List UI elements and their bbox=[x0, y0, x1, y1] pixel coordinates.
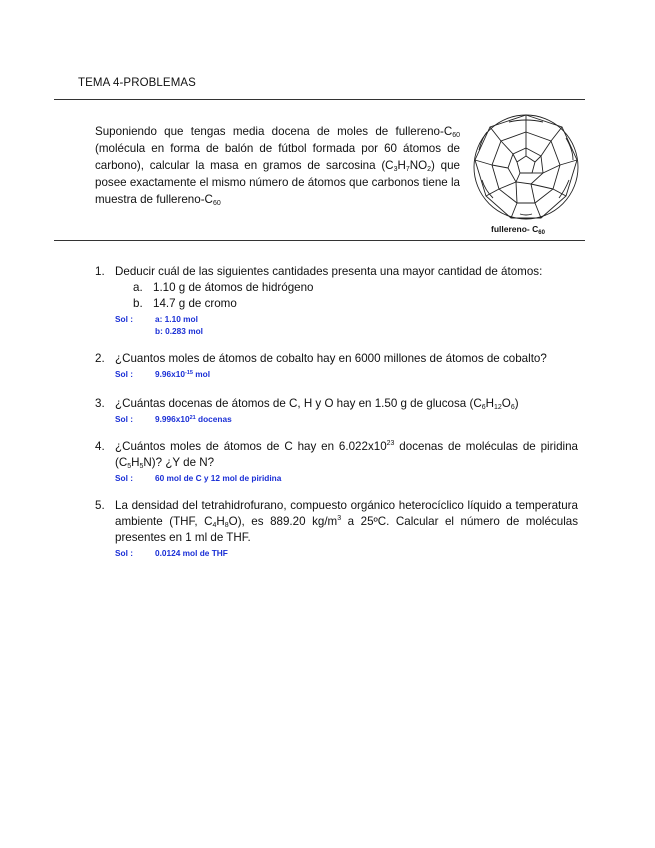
problem-text bbox=[115, 396, 578, 412]
intro-text-3: H bbox=[397, 159, 406, 172]
solution-unit: mol bbox=[192, 369, 211, 379]
solution-label: Sol : bbox=[115, 473, 133, 483]
solution-value bbox=[155, 313, 203, 337]
problem-number: 5. bbox=[95, 499, 105, 512]
subscript: 6 bbox=[510, 404, 515, 411]
problem-text-part: ¿Cuántos moles de átomos de C hay en 6.022x10 bbox=[115, 440, 387, 453]
superscript: 23 bbox=[386, 440, 395, 447]
problem-text bbox=[115, 498, 578, 546]
problem-3 bbox=[95, 396, 578, 425]
solution-value: 60 mol de C y 12 mol de piridina bbox=[155, 473, 282, 483]
solution-label: Sol : bbox=[115, 369, 133, 379]
problem-text-part: ) bbox=[514, 397, 519, 410]
intro-sub-3: 7 bbox=[405, 166, 410, 173]
figure-caption-sub: 60 bbox=[538, 230, 545, 236]
intro-text-5: ) que posee exactamente el mismo número de átomos que carbonos tiene la muestra de fullereno-C bbox=[95, 159, 460, 206]
solution-exponent: 21 bbox=[189, 415, 196, 421]
fullerene-center-pentagon bbox=[517, 156, 535, 173]
problem-text: Deducir cuál de las siguientes cantidades presenta una mayor cantidad de átomos: bbox=[115, 265, 543, 278]
solution-value: 0.0124 mol de THF bbox=[155, 548, 228, 558]
figure-caption bbox=[491, 224, 545, 236]
intro-sub-4: 2 bbox=[427, 166, 432, 173]
intro-sub-5: 60 bbox=[212, 200, 221, 207]
solution-line: a: 1.10 mol bbox=[155, 314, 198, 324]
problem-text bbox=[115, 439, 578, 471]
subscript: 4 bbox=[212, 522, 217, 529]
problem-text-part: O bbox=[501, 397, 511, 410]
subscript: 5 bbox=[139, 463, 144, 470]
intro-text-1: Suponiendo que tengas media docena de moles de fullereno-C bbox=[95, 125, 453, 138]
solution-base: 9.96x10 bbox=[155, 369, 185, 379]
problem-number: 4. bbox=[95, 440, 105, 453]
fullerene-inner-ring bbox=[508, 148, 543, 184]
subscript: 6 bbox=[481, 404, 486, 411]
solution-label: Sol : bbox=[115, 314, 133, 324]
problem-text-part: N)? ¿Y de N? bbox=[143, 456, 215, 469]
subscript: 12 bbox=[493, 404, 502, 411]
problem-2 bbox=[95, 351, 578, 380]
option-b bbox=[133, 296, 578, 312]
solution bbox=[95, 547, 578, 559]
solution-value bbox=[155, 413, 232, 425]
intro-problem-text bbox=[95, 123, 460, 208]
problem-number: 3. bbox=[95, 397, 105, 410]
problem-5 bbox=[95, 498, 578, 559]
intro-sub-1: 60 bbox=[452, 132, 460, 139]
problem-text: ¿Cuantos moles de átomos de cobalto hay en 6000 millones de átomos de cobalto? bbox=[115, 352, 547, 365]
header-divider bbox=[54, 99, 585, 100]
problem-4 bbox=[95, 439, 578, 484]
solution-line: b: 0.283 mol bbox=[155, 326, 203, 336]
problem-text-part: a 25ºC. Calcular el número de moléculas presentes en 1 ml de THF. bbox=[115, 515, 579, 544]
option-text: 1.10 g de átomos de hidrógeno bbox=[153, 281, 314, 294]
solution-label: Sol : bbox=[115, 414, 133, 424]
intro-text-2: (molécula en forma de balón de fútbol formada por 60 átomos de carbono), calcular la masa en gramos de sarcosina (C bbox=[95, 142, 460, 172]
intro-sub-2: 3 bbox=[393, 166, 398, 173]
option-label: a. bbox=[133, 281, 143, 294]
solution-value bbox=[155, 368, 210, 380]
solution-base: 9.996x10 bbox=[155, 414, 190, 424]
solution bbox=[95, 368, 578, 380]
page-header-title: TEMA 4-PROBLEMAS bbox=[78, 77, 196, 89]
superscript: 3 bbox=[337, 515, 342, 522]
fullerene-molecule-image bbox=[469, 110, 583, 228]
problem-number: 2. bbox=[95, 352, 105, 365]
solution-exponent: -15 bbox=[185, 370, 193, 376]
problem-1 bbox=[95, 264, 578, 337]
problem-text-part: H bbox=[216, 515, 225, 528]
intro-text-4: NO bbox=[409, 159, 428, 172]
section-divider bbox=[54, 240, 585, 241]
option-label: b. bbox=[133, 297, 143, 310]
problem-number: 1. bbox=[95, 265, 105, 278]
solution-label: Sol : bbox=[115, 548, 133, 558]
problem-text-part: H bbox=[131, 456, 140, 469]
subscript: 8 bbox=[224, 522, 229, 529]
problem-text-part: La densidad del tetrahidrofurano, compuesto orgánico heterocíclico líquido a temperatura ambiente (THF, C bbox=[115, 499, 578, 528]
option-a bbox=[133, 280, 578, 296]
solution bbox=[95, 413, 578, 425]
figure-caption-text: fullereno- C bbox=[491, 224, 539, 234]
solution bbox=[95, 313, 578, 337]
subscript: 5 bbox=[127, 463, 132, 470]
solution-unit: docenas bbox=[195, 414, 232, 424]
option-text: 14.7 g de cromo bbox=[153, 297, 237, 310]
problem-text-part: H bbox=[485, 397, 494, 410]
problem-text-part: docenas de moléculas de piridina (C bbox=[115, 440, 578, 469]
problem-text-part: ¿Cuántas docenas de átomos de C, H y O hay en 1.50 g de glucosa (C bbox=[115, 397, 482, 410]
problem-options bbox=[133, 280, 578, 312]
problem-text-part: O), es 889.20 kg/m bbox=[228, 515, 338, 528]
solution bbox=[95, 472, 578, 484]
